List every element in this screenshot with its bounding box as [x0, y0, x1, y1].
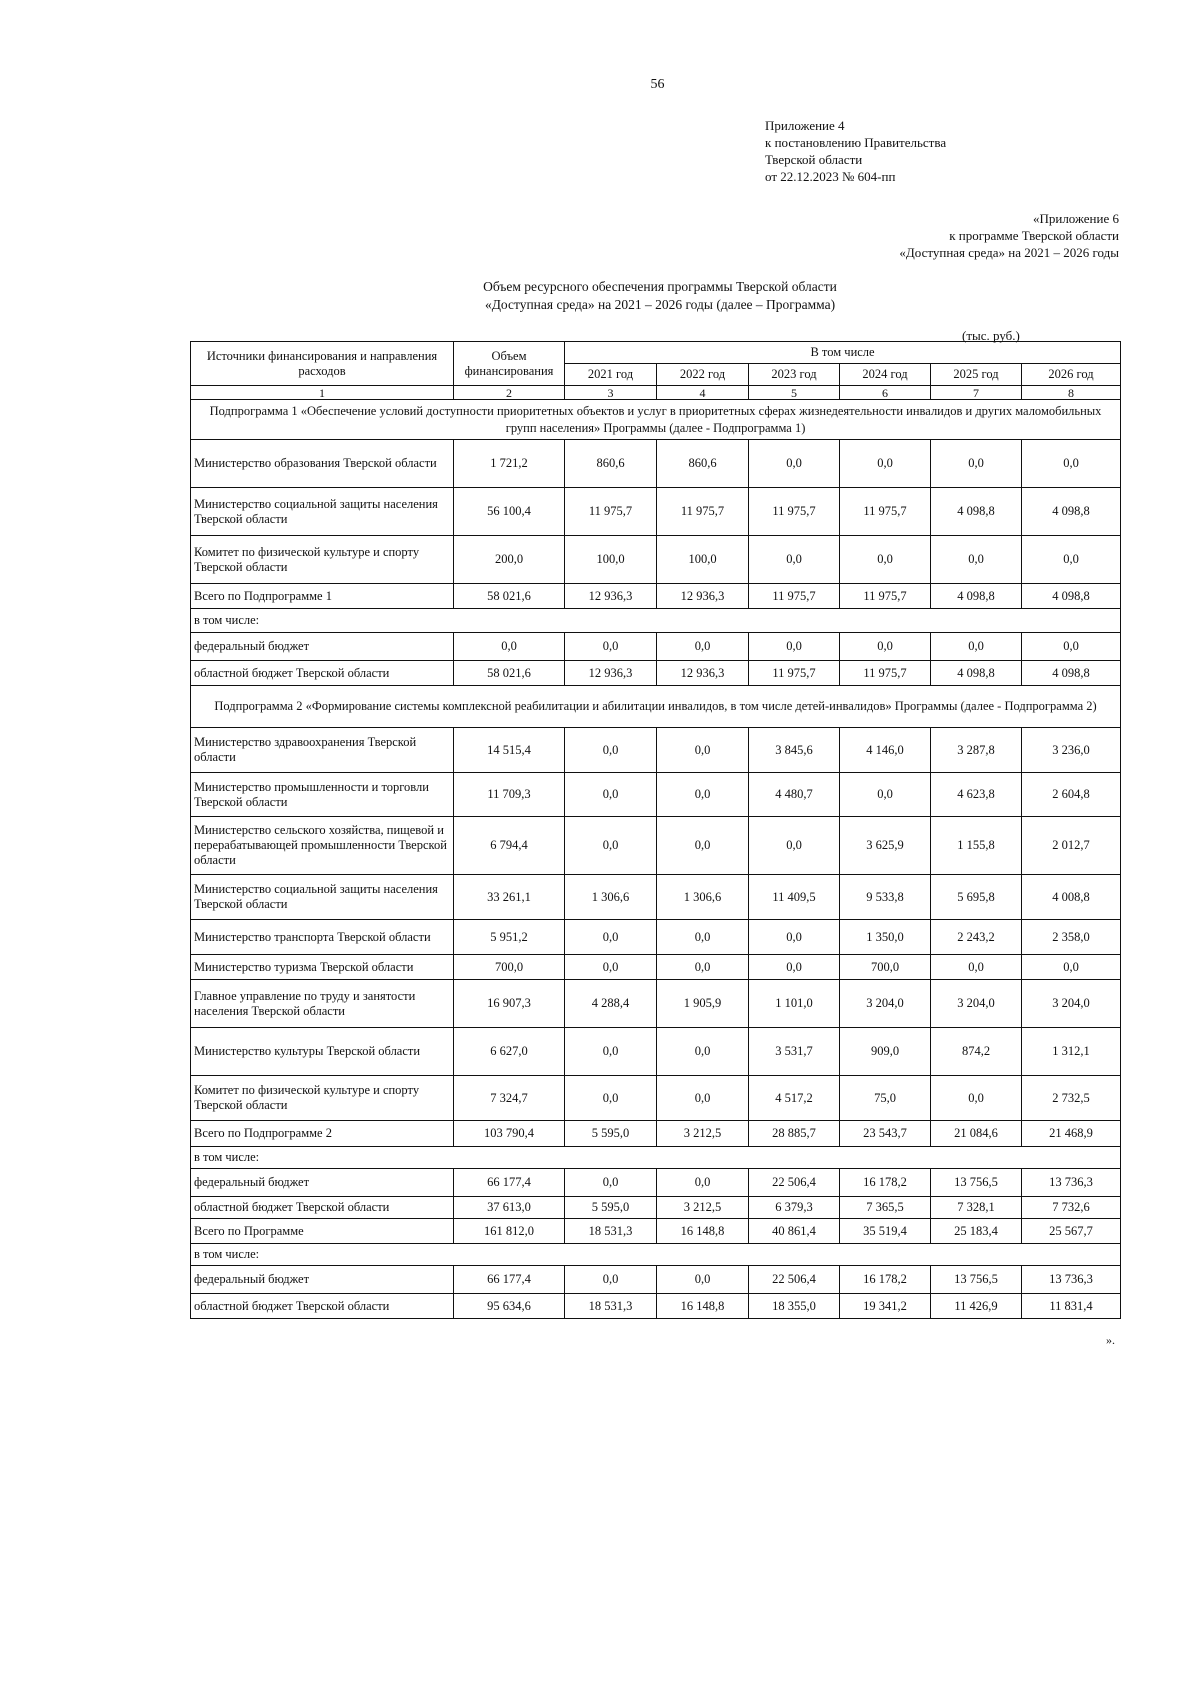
row-value: 0,0	[657, 1028, 749, 1076]
row-value: 4 098,8	[931, 584, 1022, 609]
row-label: Министерство здравоохранения Тверской области	[191, 728, 454, 773]
regional-budget-row	[191, 1197, 1121, 1219]
row-value: 14 515,4	[454, 728, 565, 773]
row-value: 40 861,4	[749, 1219, 840, 1244]
row-value: 58 021,6	[454, 661, 565, 686]
row-value: 0,0	[565, 1169, 657, 1197]
row-label: Всего по Подпрограмме 1	[191, 584, 454, 609]
row-value: 18 531,3	[565, 1294, 657, 1319]
row-value: 6 627,0	[454, 1028, 565, 1076]
row-value: 0,0	[931, 536, 1022, 584]
header-year: 2025 год	[931, 364, 1022, 386]
row-value: 1 721,2	[454, 440, 565, 488]
table-row	[191, 536, 1121, 584]
table-row	[191, 488, 1121, 536]
row-value: 21 084,6	[931, 1121, 1022, 1147]
row-value: 18 355,0	[749, 1294, 840, 1319]
subtotal-row	[191, 584, 1121, 609]
row-value: 0,0	[657, 1266, 749, 1294]
subprogram-title-row	[191, 400, 1121, 440]
row-value: 1 306,6	[657, 875, 749, 920]
header-total: Объем финансирования	[454, 342, 565, 386]
row-label: Министерство промышленности и торговли Тверской области	[191, 773, 454, 817]
regional-budget-row	[191, 661, 1121, 686]
appendix-6-header	[899, 210, 1119, 261]
table-row	[191, 817, 1121, 875]
row-value: 0,0	[565, 1266, 657, 1294]
row-value: 4 098,8	[1022, 584, 1121, 609]
row-value: 860,6	[565, 440, 657, 488]
row-label: Министерство образования Тверской области	[191, 440, 454, 488]
row-value: 200,0	[454, 536, 565, 584]
row-value: 12 936,3	[657, 661, 749, 686]
row-label: Министерство туризма Тверской области	[191, 955, 454, 980]
including-note-row	[191, 1244, 1121, 1266]
subprogram-title: Подпрограмма 1 «Обеспечение условий доступности приоритетных объектов и услуг в приоритетных сферах жизнедеятельности инвалидов и других маломобильных групп населения» Программы (далее - Подпрограмма 1)	[191, 400, 1121, 440]
row-value: 0,0	[749, 920, 840, 955]
row-value: 0,0	[657, 817, 749, 875]
row-value: 5 595,0	[565, 1121, 657, 1147]
including-note: в том числе:	[191, 609, 1121, 633]
row-value: 0,0	[657, 1076, 749, 1121]
row-value: 0,0	[565, 920, 657, 955]
row-value: 2 243,2	[931, 920, 1022, 955]
row-value: 4 098,8	[1022, 661, 1121, 686]
row-value: 4 098,8	[931, 661, 1022, 686]
row-label: Всего по Подпрограмме 2	[191, 1121, 454, 1147]
row-value: 100,0	[565, 536, 657, 584]
row-value: 11 975,7	[565, 488, 657, 536]
row-value: 5 595,0	[565, 1197, 657, 1219]
closing-quote: ».	[1106, 1333, 1115, 1347]
column-index: 2	[454, 386, 565, 400]
row-label: федеральный бюджет	[191, 633, 454, 661]
row-value: 11 975,7	[749, 661, 840, 686]
row-label: Министерство социальной защиты населения Тверской области	[191, 488, 454, 536]
row-value: 3 212,5	[657, 1121, 749, 1147]
row-value: 66 177,4	[454, 1266, 565, 1294]
federal-budget-row	[191, 633, 1121, 661]
row-value: 0,0	[657, 633, 749, 661]
row-value: 0,0	[565, 1076, 657, 1121]
row-value: 13 756,5	[931, 1266, 1022, 1294]
row-value: 3 845,6	[749, 728, 840, 773]
row-value: 0,0	[840, 773, 931, 817]
row-value: 21 468,9	[1022, 1121, 1121, 1147]
row-value: 1 350,0	[840, 920, 931, 955]
row-value: 0,0	[565, 773, 657, 817]
row-value: 2 012,7	[1022, 817, 1121, 875]
row-value: 7 732,6	[1022, 1197, 1121, 1219]
row-label: областной бюджет Тверской области	[191, 1294, 454, 1319]
row-value: 909,0	[840, 1028, 931, 1076]
row-value: 0,0	[840, 633, 931, 661]
row-label: Всего по Программе	[191, 1219, 454, 1244]
appendix-4-header	[765, 117, 946, 185]
row-value: 4 008,8	[1022, 875, 1121, 920]
row-value: 0,0	[749, 440, 840, 488]
row-value: 4 098,8	[1022, 488, 1121, 536]
row-value: 95 634,6	[454, 1294, 565, 1319]
header-source: Источники финансирования и направления расходов	[191, 342, 454, 386]
federal-budget-row	[191, 1266, 1121, 1294]
row-value: 0,0	[749, 633, 840, 661]
row-value: 16 148,8	[657, 1294, 749, 1319]
row-label: федеральный бюджет	[191, 1169, 454, 1197]
row-value: 0,0	[565, 817, 657, 875]
row-label: Комитет по физической культуре и спорту Тверской области	[191, 1076, 454, 1121]
units-note: (тыс. руб.)	[962, 328, 1020, 343]
appendix-6-line: «Доступная среда» на 2021 – 2026 годы	[899, 245, 1119, 260]
row-value: 6 794,4	[454, 817, 565, 875]
document-title	[425, 278, 895, 314]
table-row	[191, 728, 1121, 773]
row-label: областной бюджет Тверской области	[191, 1197, 454, 1219]
budget-table	[190, 341, 1121, 1319]
row-value: 0,0	[454, 633, 565, 661]
row-value: 0,0	[931, 1076, 1022, 1121]
subprogram-title: Подпрограмма 2 «Формирование системы комплексной реабилитации и абилитации инвалидов, в том числе детей-инвалидов» Программы (далее - Подпрограмма 2)	[191, 686, 1121, 728]
row-value: 4 623,8	[931, 773, 1022, 817]
row-value: 11 831,4	[1022, 1294, 1121, 1319]
row-value: 33 261,1	[454, 875, 565, 920]
row-value: 0,0	[565, 633, 657, 661]
header-year: 2023 год	[749, 364, 840, 386]
row-value: 11 975,7	[749, 584, 840, 609]
row-value: 0,0	[1022, 440, 1121, 488]
row-value: 12 936,3	[565, 661, 657, 686]
row-value: 0,0	[931, 440, 1022, 488]
row-value: 23 543,7	[840, 1121, 931, 1147]
row-value: 12 936,3	[657, 584, 749, 609]
row-value: 103 790,4	[454, 1121, 565, 1147]
row-value: 0,0	[565, 728, 657, 773]
program-total-row	[191, 1219, 1121, 1244]
row-value: 0,0	[657, 1169, 749, 1197]
row-value: 3 212,5	[657, 1197, 749, 1219]
row-value: 16 178,2	[840, 1266, 931, 1294]
header-including: В том числе	[565, 342, 1121, 364]
row-value: 4 098,8	[931, 488, 1022, 536]
row-value: 22 506,4	[749, 1169, 840, 1197]
row-value: 1 312,1	[1022, 1028, 1121, 1076]
appendix-6-line: «Приложение 6	[1032, 211, 1119, 226]
row-value: 16 178,2	[840, 1169, 931, 1197]
table-row	[191, 440, 1121, 488]
row-value: 37 613,0	[454, 1197, 565, 1219]
table-row	[191, 875, 1121, 920]
row-value: 0,0	[565, 955, 657, 980]
row-value: 161 812,0	[454, 1219, 565, 1244]
row-value: 0,0	[657, 955, 749, 980]
appendix-6-line: к программе Тверской области	[949, 228, 1119, 243]
row-label: областной бюджет Тверской области	[191, 661, 454, 686]
row-value: 7 365,5	[840, 1197, 931, 1219]
federal-budget-row	[191, 1169, 1121, 1197]
row-value: 7 328,1	[931, 1197, 1022, 1219]
header-year: 2022 год	[657, 364, 749, 386]
table-row	[191, 1076, 1121, 1121]
appendix-4-line: к постановлению Правительства	[765, 135, 947, 150]
table-row	[191, 980, 1121, 1028]
row-value: 25 183,4	[931, 1219, 1022, 1244]
row-value: 56 100,4	[454, 488, 565, 536]
row-value: 0,0	[749, 955, 840, 980]
row-value: 22 506,4	[749, 1266, 840, 1294]
column-index: 5	[749, 386, 840, 400]
row-value: 11 426,9	[931, 1294, 1022, 1319]
row-value: 16 148,8	[657, 1219, 749, 1244]
including-note-row	[191, 1147, 1121, 1169]
row-value: 11 975,7	[840, 661, 931, 686]
subprogram-title-row	[191, 686, 1121, 728]
row-label: Министерство транспорта Тверской области	[191, 920, 454, 955]
subtotal-row	[191, 1121, 1121, 1147]
header-year: 2021 год	[565, 364, 657, 386]
row-value: 4 480,7	[749, 773, 840, 817]
row-value: 16 907,3	[454, 980, 565, 1028]
row-value: 700,0	[840, 955, 931, 980]
row-value: 0,0	[840, 536, 931, 584]
regional-budget-row	[191, 1294, 1121, 1319]
row-value: 5 695,8	[931, 875, 1022, 920]
row-value: 0,0	[657, 773, 749, 817]
table-body	[191, 400, 1121, 1319]
row-value: 3 287,8	[931, 728, 1022, 773]
document-title-line: «Доступная среда» на 2021 – 2026 годы (далее – Программа)	[484, 297, 836, 312]
row-value: 5 951,2	[454, 920, 565, 955]
row-value: 75,0	[840, 1076, 931, 1121]
row-label: Министерство культуры Тверской области	[191, 1028, 454, 1076]
row-value: 13 736,3	[1022, 1266, 1121, 1294]
row-value: 0,0	[657, 920, 749, 955]
row-value: 13 736,3	[1022, 1169, 1121, 1197]
row-label: Комитет по физической культуре и спорту Тверской области	[191, 536, 454, 584]
row-value: 3 625,9	[840, 817, 931, 875]
row-value: 66 177,4	[454, 1169, 565, 1197]
column-index: 8	[1022, 386, 1121, 400]
row-value: 12 936,3	[565, 584, 657, 609]
row-value: 11 975,7	[840, 488, 931, 536]
table-header	[191, 342, 1121, 400]
row-value: 0,0	[840, 440, 931, 488]
row-value: 1 905,9	[657, 980, 749, 1028]
document-title-line: Объем ресурсного обеспечения программы Тверской области	[483, 279, 837, 294]
row-value: 7 324,7	[454, 1076, 565, 1121]
row-value: 13 756,5	[931, 1169, 1022, 1197]
row-value: 4 517,2	[749, 1076, 840, 1121]
row-value: 2 604,8	[1022, 773, 1121, 817]
page-number: 56	[650, 77, 665, 92]
appendix-4-line: Тверской области	[765, 152, 863, 167]
row-value: 2 732,5	[1022, 1076, 1121, 1121]
row-value: 1 155,8	[931, 817, 1022, 875]
including-note: в том числе:	[191, 1244, 1121, 1266]
row-value: 3 204,0	[840, 980, 931, 1028]
including-note-row	[191, 609, 1121, 633]
row-value: 0,0	[749, 536, 840, 584]
row-label: Министерство сельского хозяйства, пищевой и перерабатывающей промышленности Тверской области	[191, 817, 454, 875]
appendix-4-line: Приложение 4	[765, 118, 845, 133]
table-row	[191, 955, 1121, 980]
row-label: федеральный бюджет	[191, 1266, 454, 1294]
including-note: в том числе:	[191, 1147, 1121, 1169]
row-value: 0,0	[565, 1028, 657, 1076]
row-value: 11 409,5	[749, 875, 840, 920]
row-value: 874,2	[931, 1028, 1022, 1076]
row-value: 11 975,7	[749, 488, 840, 536]
row-value: 2 358,0	[1022, 920, 1121, 955]
row-value: 0,0	[1022, 633, 1121, 661]
row-value: 11 709,3	[454, 773, 565, 817]
row-value: 19 341,2	[840, 1294, 931, 1319]
table-row	[191, 920, 1121, 955]
row-label: Главное управление по труду и занятости населения Тверской области	[191, 980, 454, 1028]
row-value: 0,0	[931, 955, 1022, 980]
row-value: 3 236,0	[1022, 728, 1121, 773]
row-value: 25 567,7	[1022, 1219, 1121, 1244]
row-value: 0,0	[1022, 955, 1121, 980]
row-value: 35 519,4	[840, 1219, 931, 1244]
row-value: 4 146,0	[840, 728, 931, 773]
row-value: 3 204,0	[931, 980, 1022, 1028]
row-value: 0,0	[749, 817, 840, 875]
header-year: 2026 год	[1022, 364, 1121, 386]
row-value: 100,0	[657, 536, 749, 584]
row-label: Министерство социальной защиты населения Тверской области	[191, 875, 454, 920]
table-row	[191, 773, 1121, 817]
row-value: 0,0	[1022, 536, 1121, 584]
row-value: 0,0	[931, 633, 1022, 661]
column-index: 3	[565, 386, 657, 400]
column-index: 1	[191, 386, 454, 400]
row-value: 9 533,8	[840, 875, 931, 920]
row-value: 3 204,0	[1022, 980, 1121, 1028]
row-value: 4 288,4	[565, 980, 657, 1028]
column-index: 7	[931, 386, 1022, 400]
row-value: 0,0	[657, 728, 749, 773]
column-index: 4	[657, 386, 749, 400]
row-value: 860,6	[657, 440, 749, 488]
row-value: 6 379,3	[749, 1197, 840, 1219]
column-index: 6	[840, 386, 931, 400]
row-value: 700,0	[454, 955, 565, 980]
table-row	[191, 1028, 1121, 1076]
row-value: 3 531,7	[749, 1028, 840, 1076]
row-value: 18 531,3	[565, 1219, 657, 1244]
header-year: 2024 год	[840, 364, 931, 386]
row-value: 1 101,0	[749, 980, 840, 1028]
row-value: 58 021,6	[454, 584, 565, 609]
row-value: 28 885,7	[749, 1121, 840, 1147]
row-value: 1 306,6	[565, 875, 657, 920]
appendix-4-line: от 22.12.2023 № 604-пп	[765, 169, 896, 184]
row-value: 11 975,7	[657, 488, 749, 536]
row-value: 11 975,7	[840, 584, 931, 609]
